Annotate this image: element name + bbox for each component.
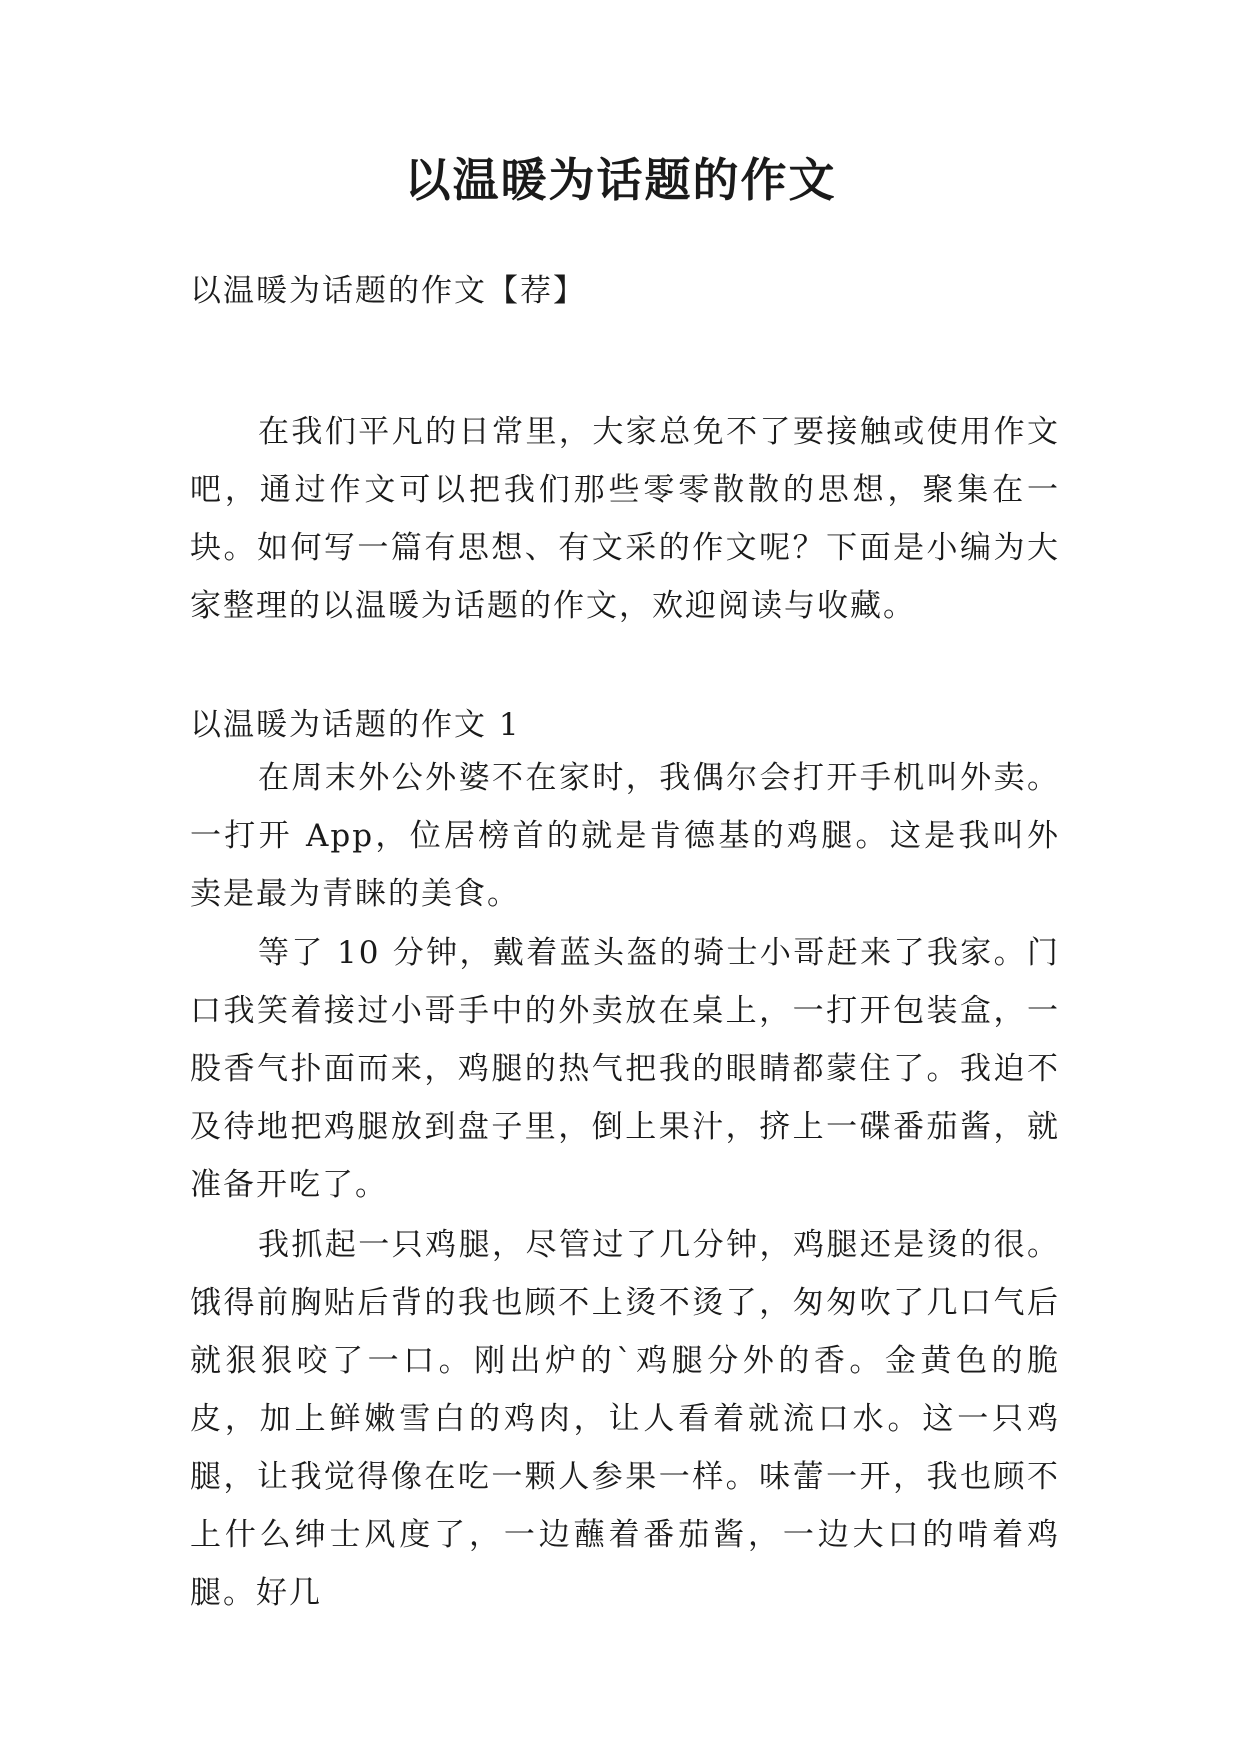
essay-paragraph-2: 等了 10 分钟，戴着蓝头盔的骑士小哥赶来了我家。门口我笑着接过小哥手中的外卖放在桌上，一打开包装盒，一股香气扑面而来，鸡腿的热气把我的眼睛都蒙住了。我迫不及待地把鸡腿放到盘子里，倒上果汁，挤上一碟番茄酱，就准备开吃了。: [190, 935, 1060, 1203]
document-subtitle: 以温暖为话题的作文【荐】: [190, 273, 586, 309]
essay-paragraph-3: 我抓起一只鸡腿，尽管过了几分钟，鸡腿还是烫的很。饿得前胸贴后背的我也顾不上烫不烫了，匆匆吹了几口气后就狠狠咬了一口。刚出炉的`鸡腿分外的香。金黄色的脆皮，加上鲜嫩雪白的鸡肉，让人看着就流口水。这一只鸡腿，让我觉得像在吃一颗人参果一样。味蕾一开，我也顾不上什么绅士风度了，一边蘸着番茄酱，一边大口的啃着鸡腿。好几: [190, 1227, 1060, 1611]
section-heading: 以温暖为话题的作文 1: [190, 707, 521, 743]
document-title: 以温暖为话题的作文: [404, 153, 837, 207]
essay-paragraph-1: 在周末外公外婆不在家时，我偶尔会打开手机叫外卖。一打开 App，位居榜首的就是肯德基的鸡腿。这是我叫外卖是最为青睐的美食。: [190, 760, 1060, 912]
intro-paragraph: 在我们平凡的日常里，大家总免不了要接触或使用作文吧，通过作文可以把我们那些零零散散的思想，聚集在一块。如何写一篇有思想、有文采的作文呢？下面是小编为大家整理的以温暖为话题的作文，欢迎阅读与收藏。: [190, 414, 1060, 624]
